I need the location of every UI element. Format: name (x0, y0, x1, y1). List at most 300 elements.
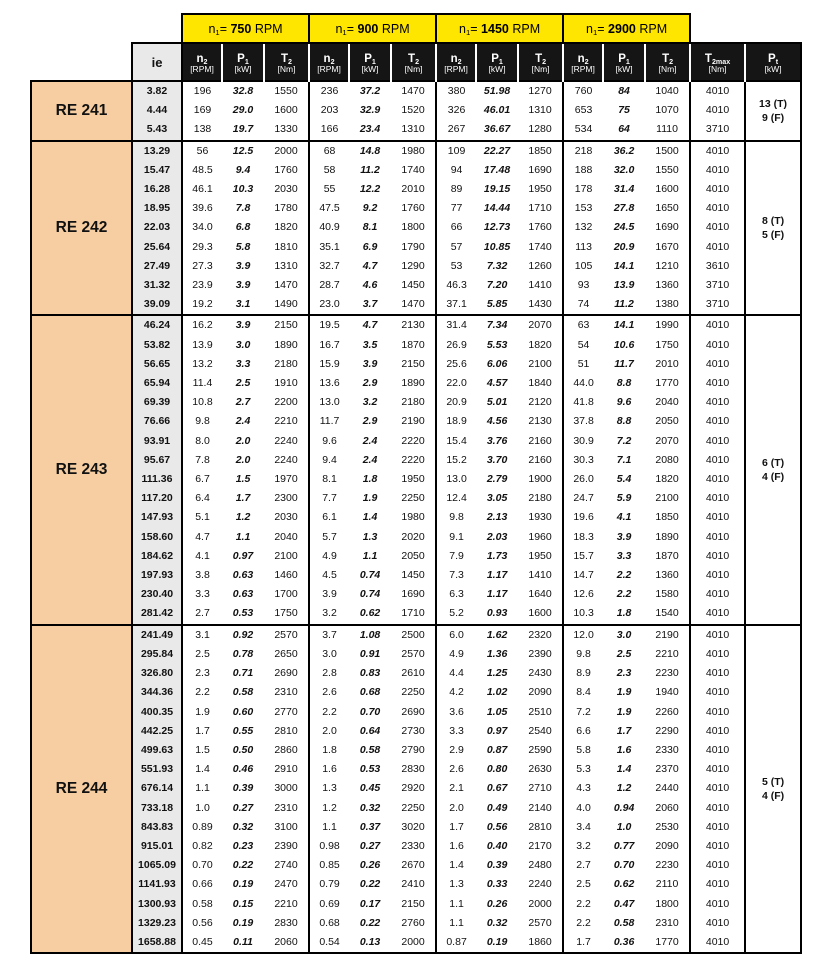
cell-p1: 0.26 (486, 897, 508, 910)
cell-t2: 1330 (274, 123, 298, 136)
cell-p1: 0.63 (232, 569, 254, 582)
cell-p1: 8.8 (616, 377, 632, 390)
cell-t2max: 4010 (690, 625, 745, 645)
cell-n2: 55 (309, 180, 349, 199)
cell-t2: 2150 (401, 357, 425, 370)
header-n2-750-subscript: 2 (203, 57, 208, 66)
cell-p1: 0.36 (603, 933, 645, 953)
cell-p1: 1.2 (616, 782, 632, 795)
cell-p1: 0.17 (359, 897, 381, 910)
cell-p1: 2.0 (235, 434, 251, 447)
cell-p1: 9.6 (616, 396, 632, 409)
cell-p1: 3.9 (222, 315, 264, 335)
cell-p1: 2.4 (362, 434, 378, 447)
cell-p1: 0.94 (613, 801, 635, 814)
cell-n2: 9.8 (436, 508, 476, 527)
cell-n2: 25.6 (436, 355, 476, 374)
cell-t2max: 4010 (690, 585, 745, 604)
cell-t2max: 4010 (690, 218, 745, 237)
cell-t2: 1500 (645, 141, 690, 161)
cell-p1: 12.73 (483, 221, 511, 234)
cell-p1: 5.4 (616, 473, 632, 486)
cell-n2: 26.0 (563, 470, 603, 489)
cell-p1: 1.2 (235, 511, 251, 524)
cell-p1: 2.5 (235, 377, 251, 390)
cell-t2: 1950 (401, 473, 425, 486)
cell-t2: 2190 (401, 415, 425, 428)
table-row (31, 722, 801, 741)
cell-p1: 0.80 (486, 763, 508, 776)
cell-n2: 3.0 (309, 645, 349, 664)
table-row (31, 489, 801, 508)
header-t2-1450 (518, 43, 563, 81)
cell-p1: 7.32 (486, 259, 508, 272)
cell-p1: 3.05 (486, 492, 508, 505)
cell-t2max: 4010 (690, 566, 745, 585)
cell-t2: 2020 (401, 530, 425, 543)
cell-t2: 1040 (645, 81, 690, 101)
header-p1-1450-letter: P (491, 52, 499, 65)
cell-n2: 24.7 (563, 489, 603, 508)
cell-n2: 2.8 (309, 664, 349, 683)
header-p1-900-symbol (350, 53, 390, 65)
cell-n2: 1.7 (182, 722, 222, 741)
cell-t2: 2570 (264, 625, 309, 645)
cell-p1: 24.5 (613, 221, 635, 234)
cell-n2: 11.4 (182, 374, 222, 393)
cell-n2: 46.1 (182, 180, 222, 199)
header-n2-2900-unit: [RPM] (571, 63, 595, 74)
cell-n2: 12.4 (436, 489, 476, 508)
cell-t2max: 4010 (690, 451, 745, 470)
cell-n2: 20.9 (436, 393, 476, 412)
header-n2-900-symbol (310, 53, 348, 65)
cell-p1: 0.23 (232, 839, 254, 852)
cell-t2: 2200 (274, 396, 298, 409)
table-row (31, 664, 801, 683)
cell-p1: 1.4 (362, 511, 378, 524)
cell-p1: 0.50 (232, 743, 254, 756)
cell-p1: 0.22 (232, 859, 254, 872)
cell-t2: 1790 (401, 240, 425, 253)
header-p1-900-subscript: 1 (371, 57, 376, 66)
thermal-power-line: 13 (T) (759, 97, 788, 110)
table-row (31, 412, 801, 431)
cell-n2: 153 (563, 199, 603, 218)
speed-prefix: n (586, 21, 593, 36)
cell-p1: 7.1 (616, 453, 632, 466)
cell-t2: 1900 (528, 473, 552, 486)
cell-t2: 1950 (528, 183, 552, 196)
cell-p1: 0.97 (232, 549, 254, 562)
cell-p1: 11.2 (360, 163, 380, 176)
cell-n2: 2.2 (309, 703, 349, 722)
cell-n2: 196 (182, 81, 222, 101)
cell-t2: 2210 (655, 647, 679, 660)
cell-t2: 2060 (655, 801, 679, 814)
cell-p1: 2.13 (486, 511, 508, 524)
cell-n2: 1.3 (436, 875, 476, 894)
cell-t2max: 4010 (690, 336, 745, 355)
cell-t2: 1430 (528, 298, 552, 311)
cell-t2: 1740 (528, 240, 552, 253)
cell-t2: 1760 (274, 163, 298, 176)
cell-t2: 1110 (656, 123, 678, 136)
header-t2-2900-subscript: 2 (669, 57, 674, 66)
cell-n2: 534 (563, 120, 603, 140)
cell-p1: 32.8 (222, 81, 264, 101)
cell-ie: 111.36 (132, 470, 182, 489)
cell-n2: 2.6 (309, 683, 349, 702)
cell-ie: 344.36 (132, 683, 182, 702)
table-row (31, 585, 801, 604)
cell-n2: 9.8 (182, 412, 222, 431)
table-row (31, 547, 801, 566)
cell-n2: 23.9 (182, 276, 222, 295)
header-p1-2900 (603, 43, 645, 81)
cell-n2: 4.1 (182, 547, 222, 566)
cell-t2: 2860 (274, 743, 298, 756)
cell-n2: 15.2 (436, 451, 476, 470)
header-p1-900 (349, 43, 391, 81)
cell-n2: 0.98 (309, 837, 349, 856)
speed-value: 1450 (481, 21, 509, 36)
cell-n2: 58 (309, 161, 349, 180)
cell-p1: 2.9 (362, 415, 378, 428)
cell-n2: 0.54 (309, 933, 349, 953)
cell-n2: 2.2 (182, 683, 222, 702)
thermal-power-cell (745, 141, 801, 316)
cell-n2: 1.1 (436, 914, 476, 933)
cell-p1: 2.4 (362, 453, 378, 466)
cell-p1: 1.1 (362, 549, 378, 562)
header-p1-1450-subscript: 1 (498, 57, 503, 66)
cell-t2: 1290 (401, 259, 425, 272)
cell-p1: 36.2 (603, 141, 645, 161)
table-row (31, 875, 801, 894)
cell-p1: 12.5 (222, 141, 264, 161)
cell-t2: 1770 (645, 933, 690, 953)
cell-t2max: 4010 (690, 664, 745, 683)
header-n2-900-letter: n (323, 52, 331, 65)
cell-t2: 2150 (264, 315, 309, 335)
cell-ie: 230.40 (132, 585, 182, 604)
cell-p1: 1.9 (616, 686, 632, 699)
cell-ie: 31.32 (132, 276, 182, 295)
cell-n2: 1.7 (563, 933, 603, 953)
cell-t2: 2830 (401, 763, 425, 776)
table-header (31, 14, 801, 81)
header-n2-1450-subscript: 2 (457, 57, 462, 66)
cell-n2: 12.6 (563, 585, 603, 604)
cell-n2: 23.0 (309, 295, 349, 315)
cell-n2: 5.7 (309, 528, 349, 547)
cell-n2: 178 (563, 180, 603, 199)
cell-ie: 1658.88 (132, 933, 182, 953)
speed-header-row (31, 14, 801, 43)
cell-t2max: 4010 (690, 81, 745, 101)
cell-t2: 1270 (518, 81, 563, 101)
cell-p1: 4.7 (349, 315, 391, 335)
cell-p1: 1.17 (486, 588, 508, 601)
cell-t2: 2100 (528, 357, 552, 370)
cell-ie: 295.84 (132, 645, 182, 664)
cell-n2: 13.6 (309, 374, 349, 393)
cell-t2: 2160 (528, 453, 552, 466)
speed-value: 750 (230, 21, 252, 36)
cell-n2: 2.2 (563, 914, 603, 933)
cell-t2: 2480 (528, 859, 552, 872)
cell-p1: 0.70 (613, 859, 635, 872)
cell-n2: 30.9 (563, 432, 603, 451)
cell-p1: 27.8 (613, 202, 635, 215)
table-row (31, 315, 801, 335)
cell-t2max: 4010 (690, 856, 745, 875)
header-p1-750-symbol (223, 53, 263, 65)
cell-p1: 0.53 (232, 607, 254, 620)
cell-t2: 2250 (401, 801, 425, 814)
cell-t2max: 4010 (690, 547, 745, 566)
header-t2-900-letter: T (408, 52, 416, 65)
cell-n2: 4.2 (436, 683, 476, 702)
cell-p1: 0.39 (486, 859, 508, 872)
cell-t2: 1410 (528, 279, 552, 292)
cell-t2: 1800 (401, 221, 425, 234)
cell-p1: 22.27 (476, 141, 518, 161)
cell-t2: 2040 (274, 530, 298, 543)
cell-t2: 1940 (655, 686, 679, 699)
cell-p1: 0.32 (232, 820, 254, 833)
cell-n2: 326 (436, 101, 476, 120)
cell-p1: 0.45 (359, 782, 381, 795)
table-row (31, 933, 801, 953)
cell-n2: 5.2 (436, 604, 476, 624)
cell-p1: 3.3 (235, 357, 251, 370)
cell-p1: 0.58 (232, 686, 254, 699)
cell-t2max: 4010 (690, 933, 745, 953)
cell-t2max: 3710 (690, 276, 745, 295)
cell-t2: 1740 (401, 163, 425, 176)
cell-n2: 2.1 (436, 779, 476, 798)
cell-ie: 158.60 (132, 528, 182, 547)
cell-t2: 2440 (655, 782, 679, 795)
cell-t2: 2790 (401, 743, 425, 756)
cell-p1: 14.1 (613, 259, 635, 272)
cell-p1: 10.3 (232, 183, 254, 196)
cell-n2: 2.0 (309, 722, 349, 741)
cell-n2: 9.6 (309, 432, 349, 451)
header-t2max-unit: [Nm] (708, 63, 727, 74)
cell-t2: 2070 (518, 315, 563, 335)
cell-t2: 2810 (274, 724, 298, 737)
cell-t2: 2080 (655, 453, 679, 466)
cell-n2: 2.7 (182, 604, 222, 624)
cell-t2: 2030 (274, 511, 298, 524)
table-row (31, 101, 801, 120)
table-row (31, 218, 801, 237)
cell-t2: 1710 (401, 607, 425, 620)
cell-n2: 0.79 (309, 875, 349, 894)
cell-n2: 3.7 (309, 625, 349, 645)
model-label: RE 243 (31, 315, 132, 624)
cell-n2: 18.3 (563, 528, 603, 547)
cell-t2: 1600 (274, 104, 298, 117)
cell-n2: 19.2 (182, 295, 222, 315)
cell-p1: 3.3 (616, 549, 632, 562)
cell-n2: 29.3 (182, 238, 222, 257)
speed-subscript: 1 (592, 27, 598, 37)
cell-t2: 1310 (274, 259, 298, 272)
cell-p1: 46.01 (483, 104, 511, 117)
cell-p1: 2.7 (235, 396, 251, 409)
cell-p1: 1.9 (362, 492, 378, 505)
cell-n2: 1.2 (309, 799, 349, 818)
speed-equals: = (470, 21, 482, 36)
speed-unit: RPM (635, 21, 668, 36)
cell-n2: 2.9 (436, 741, 476, 760)
cell-t2: 1580 (655, 588, 679, 601)
cell-ie: 95.67 (132, 451, 182, 470)
cell-p1: 5.9 (616, 492, 632, 505)
cell-t2: 1690 (528, 163, 552, 176)
cell-n2: 8.1 (309, 470, 349, 489)
cell-t2: 1700 (274, 588, 298, 601)
cell-p1: 9.2 (362, 202, 378, 215)
cell-t2: 2180 (274, 357, 298, 370)
speed-equals: = (597, 21, 609, 36)
cell-n2: 15.4 (436, 432, 476, 451)
cell-p1: 2.2 (616, 588, 632, 601)
cell-p1: 0.19 (476, 933, 518, 953)
cell-t2: 1470 (274, 279, 298, 292)
cell-ie: 499.63 (132, 741, 182, 760)
cell-p1: 2.03 (486, 530, 508, 543)
cell-n2: 2.7 (563, 856, 603, 875)
table-row (31, 161, 801, 180)
header-t2max-symbol (691, 53, 744, 65)
speed-equals: = (346, 21, 358, 36)
cell-t2: 2690 (401, 705, 425, 718)
cell-p1: 0.58 (359, 743, 381, 756)
cell-n2: 0.45 (182, 933, 222, 953)
cell-n2: 1.3 (309, 779, 349, 798)
header-n2-2900 (563, 43, 603, 81)
cell-t2: 1850 (655, 511, 679, 524)
cell-t2max: 4010 (690, 741, 745, 760)
cell-p1: 0.62 (359, 607, 381, 620)
cell-p1: 0.55 (232, 724, 254, 737)
cell-t2: 1690 (655, 221, 679, 234)
cell-ie: 4.44 (132, 101, 182, 120)
cell-t2: 2530 (655, 820, 679, 833)
cell-t2: 2170 (528, 839, 552, 852)
header-n2-900-unit: [RPM] (317, 63, 341, 74)
cell-t2: 3020 (401, 820, 425, 833)
cell-t2max: 3610 (690, 257, 745, 276)
header-p1-2900-subscript: 1 (625, 57, 630, 66)
cell-ie: 400.35 (132, 703, 182, 722)
cell-p1: 0.91 (359, 647, 381, 660)
cell-ie: 15.47 (132, 161, 182, 180)
cell-p1: 3.9 (362, 357, 378, 370)
cell-n2: 3.3 (182, 585, 222, 604)
cell-n2: 1.1 (436, 895, 476, 914)
cell-t2max: 4010 (690, 180, 745, 199)
cell-n2: 380 (436, 81, 476, 101)
cell-t2: 1070 (655, 104, 679, 117)
cell-t2max: 4010 (690, 722, 745, 741)
cell-t2: 2730 (401, 724, 425, 737)
header-p1-750 (222, 43, 264, 81)
cell-ie: 53.82 (132, 336, 182, 355)
cell-p1: 0.74 (359, 588, 381, 601)
cell-p1: 0.27 (232, 801, 254, 814)
cell-t2: 1770 (655, 377, 679, 390)
cell-t2max: 4010 (690, 470, 745, 489)
cell-t2: 1670 (655, 240, 679, 253)
header-p1-1450-symbol (477, 53, 517, 65)
cell-t2: 2060 (264, 933, 309, 953)
header-t2-1450-unit: [Nm] (531, 63, 550, 74)
cell-p1: 0.15 (232, 897, 254, 910)
header-n2-1450-letter: n (450, 52, 458, 65)
cell-p1: 1.7 (235, 492, 251, 505)
cell-t2: 2330 (655, 743, 679, 756)
cell-t2: 2090 (528, 686, 552, 699)
cell-n2: 0.58 (182, 895, 222, 914)
cell-p1: 6.8 (235, 221, 251, 234)
cell-n2: 4.7 (182, 528, 222, 547)
cell-n2: 13.2 (182, 355, 222, 374)
cell-t2: 2590 (528, 743, 552, 756)
cell-t2: 2050 (655, 415, 679, 428)
cell-p1: 0.33 (486, 878, 508, 891)
cell-t2: 2010 (655, 357, 679, 370)
cell-n2: 5.3 (563, 760, 603, 779)
thermal-power-line: 9 (F) (761, 111, 785, 124)
cell-t2: 2570 (401, 647, 425, 660)
cell-p1: 5.8 (235, 240, 251, 253)
cell-t2: 1960 (528, 530, 552, 543)
cell-t2: 1210 (655, 259, 679, 272)
cell-t2: 1360 (655, 569, 679, 582)
header-blank-pt (745, 14, 801, 43)
cell-n2: 1.0 (182, 799, 222, 818)
cell-t2: 1820 (528, 338, 552, 351)
cell-n2: 1.1 (309, 818, 349, 837)
cell-p1: 29.0 (232, 104, 254, 117)
cell-t2: 2510 (528, 705, 552, 718)
cell-p1: 0.56 (486, 820, 508, 833)
cell-t2: 2160 (528, 434, 552, 447)
cell-t2: 1780 (274, 202, 298, 215)
speed-prefix: n (208, 21, 216, 36)
cell-t2: 1380 (655, 298, 679, 311)
cell-n2: 169 (182, 101, 222, 120)
cell-t2: 2130 (528, 415, 552, 428)
table-row (31, 508, 801, 527)
cell-n2: 0.87 (436, 933, 476, 953)
cell-p1: 37.2 (349, 81, 391, 101)
cell-t2: 1600 (528, 607, 552, 620)
cell-ie: 551.93 (132, 760, 182, 779)
cell-t2: 1710 (528, 202, 552, 215)
cell-p1: 3.70 (486, 453, 508, 466)
cell-p1: 3.9 (616, 530, 632, 543)
cell-n2: 9.1 (436, 528, 476, 547)
cell-n2: 41.8 (563, 393, 603, 412)
cell-n2: 760 (563, 81, 603, 101)
